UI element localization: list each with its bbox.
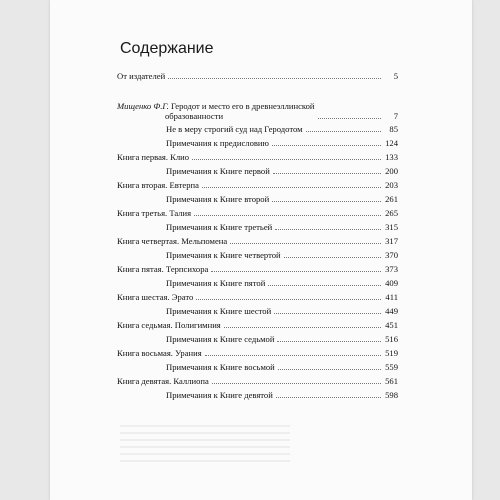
toc-entry — [166, 362, 398, 372]
toc-entry-title: Книга пятая. Терпсихора — [117, 264, 209, 274]
dot-leader — [277, 341, 381, 342]
toc-entry-page: 598 — [385, 390, 398, 400]
toc-entry-title: Не в меру строгий суд над Геродотом — [166, 124, 303, 134]
toc-entry-title: Примечания к Книге третьей — [166, 222, 273, 232]
dot-leader — [168, 78, 381, 79]
dot-leader — [278, 369, 381, 370]
dot-leader — [205, 355, 381, 356]
dot-leader — [192, 159, 381, 160]
toc-entry-page: 5 — [393, 71, 398, 81]
toc-entry-title: Примечания к предисловию — [166, 138, 269, 148]
toc-entry-page: 519 — [385, 348, 398, 358]
toc-entry-title-line1: Геродот и место его в древнеэллинской — [170, 101, 315, 111]
toc-entry-page: 261 — [385, 194, 398, 204]
toc-entry-page: 265 — [385, 208, 398, 218]
dot-leader — [273, 173, 381, 174]
toc-entry-page: 516 — [385, 334, 398, 344]
toc-entry-title: Книга восьмая. Урания — [117, 348, 202, 358]
dot-leader — [275, 229, 381, 230]
toc-entry-title: Книга девятая. Каллиопа — [117, 376, 209, 386]
toc-entry — [166, 166, 398, 176]
toc-entry-title: От издателей — [117, 71, 166, 81]
dot-leader — [274, 313, 381, 314]
toc-entry-page: 561 — [385, 376, 398, 386]
toc-entry-title: Примечания к Книге второй — [166, 194, 270, 204]
toc-entry-title: Примечания к Книге восьмой — [166, 362, 275, 372]
toc-entry — [117, 376, 398, 386]
toc-entry — [166, 124, 398, 134]
dot-leader — [318, 118, 381, 119]
toc-entry — [166, 306, 398, 316]
toc-entry-page: 317 — [385, 236, 398, 246]
toc-entry-title: Книга третья. Талия — [117, 208, 192, 218]
toc-entry — [117, 292, 398, 302]
toc-entry-title: Примечания к Книге шестой — [166, 306, 272, 316]
dot-leader — [230, 243, 381, 244]
toc-entry — [117, 152, 398, 162]
toc-entry — [166, 278, 398, 288]
dot-leader — [211, 271, 381, 272]
toc-entry-page: 451 — [385, 320, 398, 330]
dot-leader — [212, 383, 381, 384]
toc-entry — [117, 180, 398, 190]
toc-entry-title — [117, 101, 315, 121]
toc-entry-page: 373 — [385, 264, 398, 274]
toc-entry-page: 370 — [385, 250, 398, 260]
toc-entry-title: Книга вторая. Евтерпа — [117, 180, 199, 190]
toc-entry — [166, 194, 398, 204]
toc-entry-page: 7 — [393, 111, 398, 121]
toc-entry-page: 124 — [385, 138, 398, 148]
dot-leader — [284, 257, 381, 258]
toc-entry — [117, 71, 398, 81]
toc-entry-title: Книга первая. Клио — [117, 152, 190, 162]
toc-entry-page: 449 — [385, 306, 398, 316]
dot-leader — [276, 397, 381, 398]
toc-entry-title: Книга четвертая. Мельпомена — [117, 236, 228, 246]
toc-entry — [166, 334, 398, 344]
toc-entry-page: 411 — [385, 292, 398, 302]
toc-entry — [166, 390, 398, 400]
dot-leader — [272, 145, 381, 146]
toc-entry — [166, 250, 398, 260]
toc-entry — [166, 138, 398, 148]
toc-entry — [117, 99, 398, 121]
toc-entry-title: Книга шестая. Эрато — [117, 292, 194, 302]
toc-entry-title: Книга седьмая. Полигимния — [117, 320, 221, 330]
page-title: Содержание — [120, 40, 214, 57]
dot-leader — [202, 187, 381, 188]
toc-entry-page: 203 — [385, 180, 398, 190]
dot-leader — [272, 201, 381, 202]
dot-leader — [306, 131, 381, 132]
dot-leader — [196, 299, 381, 300]
toc-entry-title: Примечания к Книге пятой — [166, 278, 266, 288]
toc-entry-title: Примечания к Книге четвертой — [166, 250, 281, 260]
toc-entry-page: 85 — [389, 124, 398, 134]
toc-entry — [117, 264, 398, 274]
dot-leader — [224, 327, 381, 328]
toc-entry-title: Примечания к Книге девятой — [166, 390, 273, 400]
toc-entry-page: 133 — [385, 152, 398, 162]
toc-entry — [117, 236, 398, 246]
toc-entry-title-line2: образованности — [165, 111, 224, 121]
toc-entry-page: 559 — [385, 362, 398, 372]
book-page — [50, 0, 472, 500]
dot-leader — [268, 285, 381, 286]
toc-entry-title: Примечания к Книге седьмой — [166, 334, 275, 344]
bleed-through-shadow — [120, 425, 290, 465]
toc-entry — [117, 208, 398, 218]
toc-entry-page: 409 — [385, 278, 398, 288]
toc-entry-page: 315 — [385, 222, 398, 232]
toc-entry-page: 200 — [385, 166, 398, 176]
toc-entry — [117, 348, 398, 358]
toc-entry-title: Примечания к Книге первой — [166, 166, 270, 176]
toc-entry-author: Мищенко Ф.Г. — [117, 101, 169, 111]
toc-entry — [117, 320, 398, 330]
dot-leader — [194, 215, 381, 216]
toc-entry — [166, 222, 398, 232]
